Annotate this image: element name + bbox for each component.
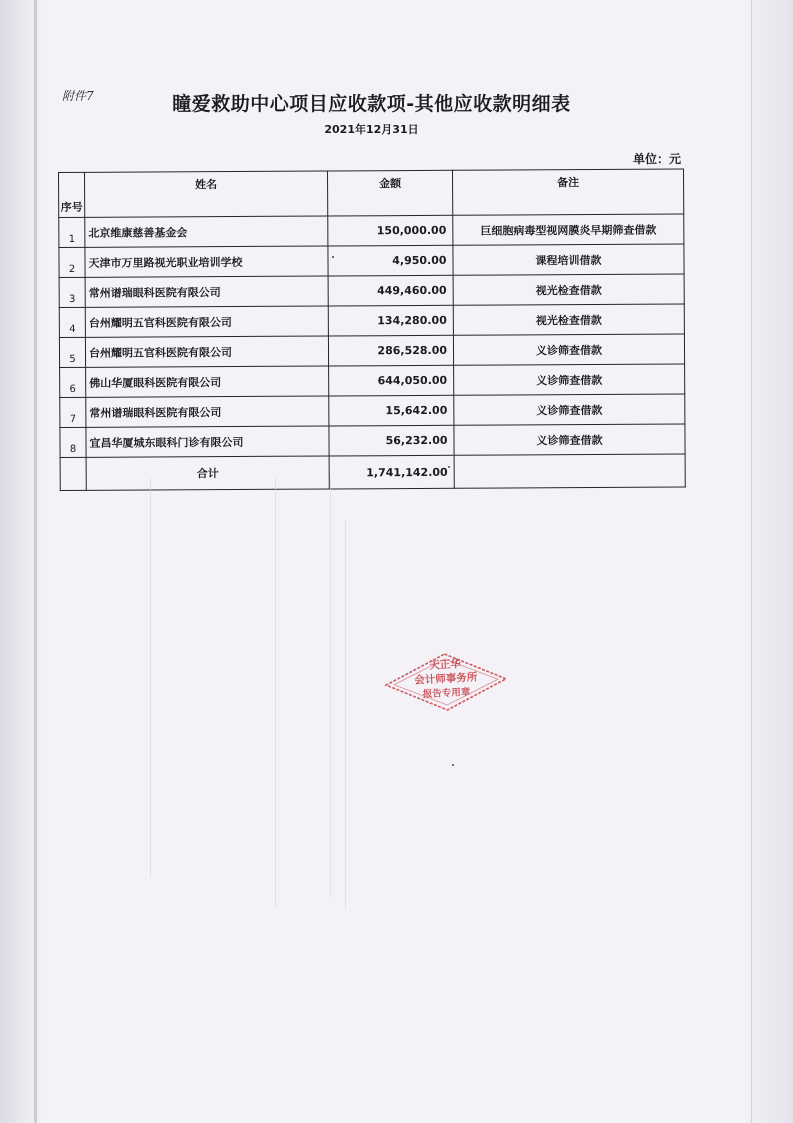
row-note: 课程培训借款 (453, 244, 684, 275)
row-name: 常州谱瑞眼科医院有限公司 (86, 396, 329, 427)
table-row (60, 394, 685, 427)
header-name: 姓名 (85, 171, 328, 217)
table-row (59, 274, 684, 307)
row-no: 6 (60, 367, 86, 397)
row-note: 义诊筛查借款 (454, 424, 685, 455)
header-note: 备注 (452, 169, 683, 215)
row-name: 常州谱瑞眼科医院有限公司 (85, 276, 328, 307)
row-amount: 644,050.00 (329, 365, 454, 396)
table-row (60, 424, 685, 457)
row-note: 视光检查借款 (453, 304, 684, 335)
row-no: 2 (59, 247, 85, 277)
show-through-mark (330, 478, 331, 898)
binding-edge (0, 0, 42, 1123)
row-no: 3 (59, 277, 85, 307)
table-row (59, 214, 684, 247)
row-note: 巨细胞病毒型视网膜炎早期筛查借款 (453, 214, 684, 245)
table-row (59, 304, 684, 337)
row-amount: 150,000.00 (328, 215, 453, 246)
row-amount: 134,280.00 (328, 305, 453, 336)
seal-line-1: 天正华 (429, 658, 462, 672)
speck-mark (448, 466, 450, 468)
seal-line-3: 报告专用章 (422, 686, 471, 701)
row-no: 4 (59, 307, 85, 337)
row-amount: 56,232.00 (329, 425, 454, 456)
total-note-cell (454, 454, 685, 488)
show-through-mark (275, 478, 276, 908)
row-name: 台州耀明五官科医院有限公司 (85, 336, 328, 367)
show-through-mark (150, 478, 151, 878)
header-amount: 金额 (327, 170, 452, 216)
row-name: 北京维康慈善基金会 (85, 216, 328, 247)
row-note: 义诊筛查借款 (454, 394, 685, 425)
row-no: 8 (60, 427, 86, 457)
header-no: 序号 (59, 172, 85, 217)
table-row (59, 334, 684, 367)
total-no-cell (60, 457, 86, 490)
row-name: 天津市万里路视光职业培训学校 (85, 246, 328, 277)
currency-unit: 单位：元 (632, 152, 681, 166)
row-name: 佛山华厦眼科医院有限公司 (86, 366, 329, 397)
row-name: 宜昌华厦城东眼科门诊有限公司 (86, 426, 329, 457)
attachment-label: 附件7 (62, 89, 94, 103)
row-amount: 4,950.00 (328, 245, 453, 276)
row-amount: 15,642.00 (329, 395, 454, 426)
speck-mark (332, 256, 334, 258)
document-date: 2021年12月31日 (324, 123, 419, 136)
document-title: 瞳爱救助中心项目应收款项-其他应收款明细表 (172, 93, 571, 115)
total-label: 合计 (86, 456, 329, 490)
row-amount: 286,528.00 (328, 335, 453, 366)
row-note: 义诊筛查借款 (454, 364, 685, 395)
row-no: 1 (59, 217, 85, 247)
row-name: 台州耀明五官科医院有限公司 (85, 306, 328, 337)
receivables-table-wrapper (58, 169, 685, 491)
speck-mark (452, 764, 454, 766)
row-note: 义诊筛查借款 (453, 334, 684, 365)
page-right-edge (745, 0, 793, 1123)
auditor-seal (381, 648, 510, 717)
row-no: 5 (59, 337, 85, 367)
row-note: 视光检查借款 (453, 274, 684, 305)
table-row (60, 364, 685, 397)
table-header-row (59, 169, 684, 217)
show-through-mark (345, 520, 346, 910)
table-total-row (60, 454, 685, 490)
row-amount: 449,460.00 (328, 275, 453, 306)
seal-line-2: 会计师事务所 (414, 671, 478, 687)
total-amount: 1,741,142.00 (329, 455, 454, 489)
table-row (59, 244, 684, 277)
receivables-table (58, 169, 686, 491)
row-no: 7 (60, 397, 86, 427)
